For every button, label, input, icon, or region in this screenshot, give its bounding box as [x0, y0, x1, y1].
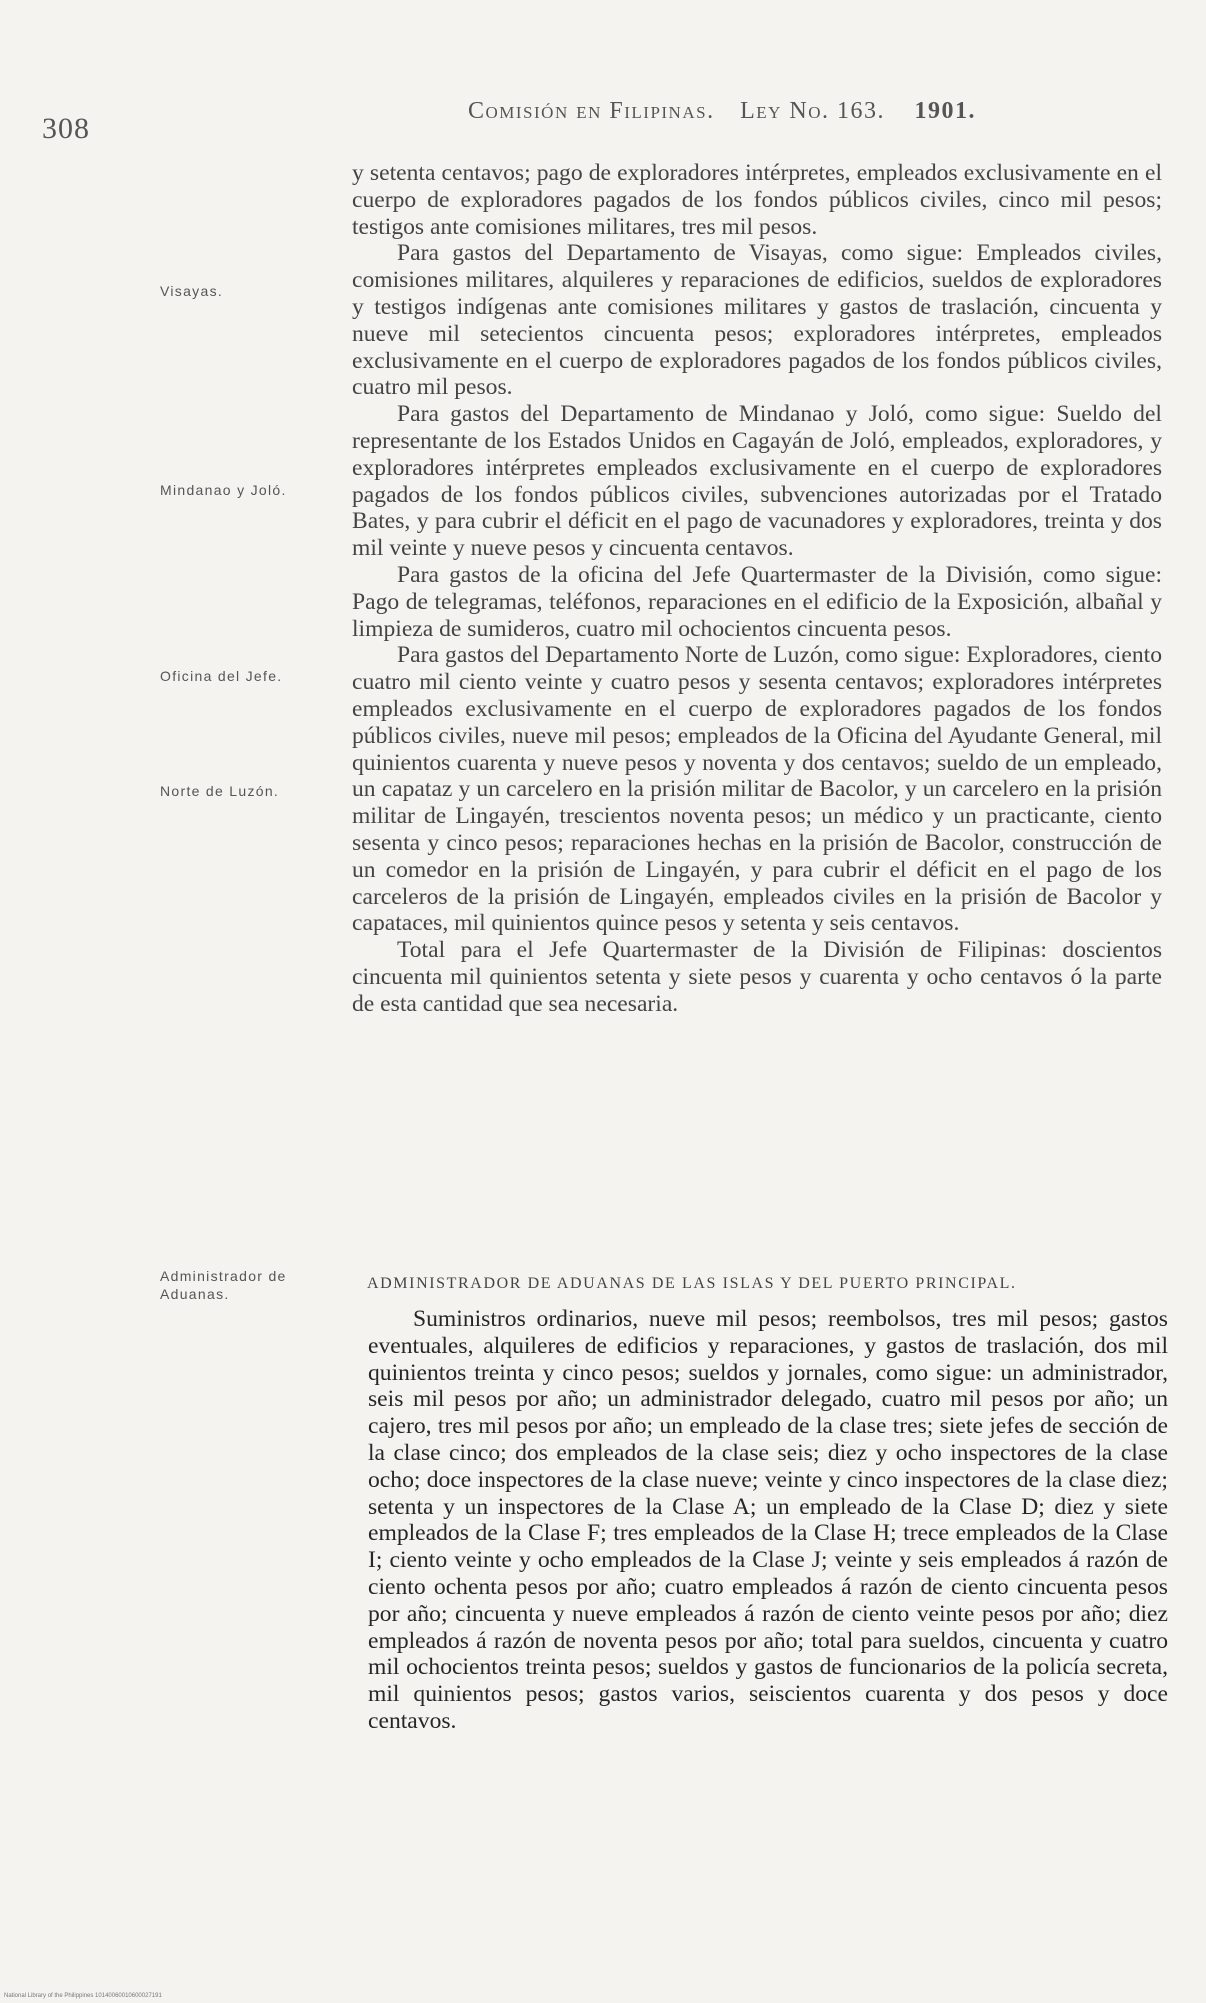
paragraph-oficina: Para gastos de la oficina del Jefe Quartermaster de la División, como sigue: Pago de telegramas, teléfonos, reparaciones en el edificio de la Exposición, albañal y limpieza de sumideros, cuatro mil ochocientos cincuenta pesos. [352, 561, 1162, 642]
source-footer: National Library of the Philippines 10140060010600027191 [4, 1993, 162, 1999]
margin-note-aduanas: Administrador de Aduanas. [160, 1268, 287, 1302]
paragraph-aduanas: Suministros ordinarios, nueve mil pesos; reembolsos, tres mil pesos; gastos eventuales, alquileres de edificios y reparaciones, y gastos de traslación, dos mil quinientos treinta y cinco pesos; sueldos y jornales, como sigue: un administrador, seis mil pesos por año; un administrador delegado, cuatro mil pesos por año; un cajero, tres mil pesos por año; un empleado de la clase tres; siete jefes de sección de la clase cinco; dos empleados de la clase seis; diez y ocho inspectores de la clase ocho; doce inspectores de la clase nueve; veinte y cinco inspectores de la clase diez; setenta y un inspectores de la Clase A; un empleado de la Clase D; diez y siete empleados de la Clase F; tres empleados de la Clase H; trece empleados de la Clase I; ciento veinte y ocho empleados de la Clase J; veinte y seis empleados á razón de ciento ochenta pesos por año; cuatro empleados á razón de ciento cincuenta pesos por año; cincuenta y nueve empleados á razón de ciento veinte pesos por año; diez empleados á razón de noventa pesos por año; total para sueldos, cincuenta y cuatro mil ochocientos treinta pesos; sueldos y gastos de funcionarios de la policía secreta, mil quinientos pesos; gastos varios, seiscientos cuarenta y dos pesos y doce centavos. [368, 1306, 1168, 1734]
margin-note-oficina: Oficina del Jefe. [160, 668, 283, 684]
page-number: 308 [42, 112, 90, 145]
running-head-law: Ley No. 163. [740, 98, 886, 124]
paragraph-continuation: y setenta centavos; pago de exploradores intérpretes, empleados exclusivamente en el cuerpo de exploradores pagados de los fondos públicos civiles, cinco mil pesos; testigos ante comisiones militares, tres mil pesos. [352, 160, 1162, 240]
margin-note-norte: Norte de Luzón. [160, 783, 280, 799]
running-head [468, 98, 976, 125]
paragraph-total: Total para el Jefe Quartermaster de la División de Filipinas: doscientos cincuenta mil quinientos setenta y siete pesos y cuarenta y ocho centavos ó la parte de esta cantidad que sea necesaria. [352, 937, 1162, 1017]
paragraph-visayas: Para gastos del Departamento de Visayas, como sigue: Empleados civiles, comisiones militares, alquileres y reparaciones de edificios, sueldos de exploradores y testigos indígenas ante comisiones militares y gastos de traslación, cincuenta y nueve mil setecientos cincuenta pesos; exploradores intérpretes, empleados exclusivamente en el cuerpo de exploradores pagados de los fondos públicos civiles, cuatro mil pesos. [352, 240, 1162, 401]
running-head-title: Comisión en Filipinas. [468, 98, 715, 124]
paragraph-mindanao: Para gastos del Departamento de Mindanao y Joló, como sigue: Sueldo del representante de los Estados Unidos en Cagayán de Joló, empleados, exploradores, y exploradores intérpretes empleados exclusivamente en el cuerpo de exploradores pagados de los fondos públicos civiles, subvenciones autorizadas por el Tratado Bates, y para cubrir el déficit en el pago de vacunadores y exploradores, treinta y dos mil veinte y nueve pesos y cincuenta centavos. [352, 401, 1162, 562]
margin-note-visayas: Visayas. [160, 283, 224, 299]
running-head-year: 1901. [914, 98, 977, 124]
section-heading-aduanas: ADMINISTRADOR DE ADUANAS DE LAS ISLAS Y DEL PUERTO PRINCIPAL. [367, 1275, 1017, 1292]
paragraph-norte: Para gastos del Departamento Norte de Luzón, como sigue: Exploradores, ciento cuatro mil ciento veinte y cuatro pesos y sesenta centavos; exploradores intérpretes empleados exclusivamente en el cuerpo de exploradores pagados de los fondos públicos civiles, nueve mil pesos; empleados de la Oficina del Ayudante General, mil quinientos cuarenta y nueve pesos y noventa y dos centavos; sueldo de un empleado, un capataz y un carcelero en la prisión militar de Bacolor, y un carcelero en la prisión militar de Lingayén, trescientos noventa pesos; un médico y un practicante, ciento sesenta y cinco pesos; reparaciones hechas en la prisión de Bacolor, construcción de un comedor en la prisión de Lingayén, y para cubrir el déficit en el pago de los carceleros de la prisión de Lingayén, empleados civiles en la prisión de Bacolor y capataces, mil quinientos quince pesos y setenta y seis centavos. [352, 642, 1162, 937]
body-upper [352, 160, 1162, 1018]
body-lower [368, 1306, 1168, 1735]
margin-note-mindanao: Mindanao y Joló. [160, 482, 287, 498]
